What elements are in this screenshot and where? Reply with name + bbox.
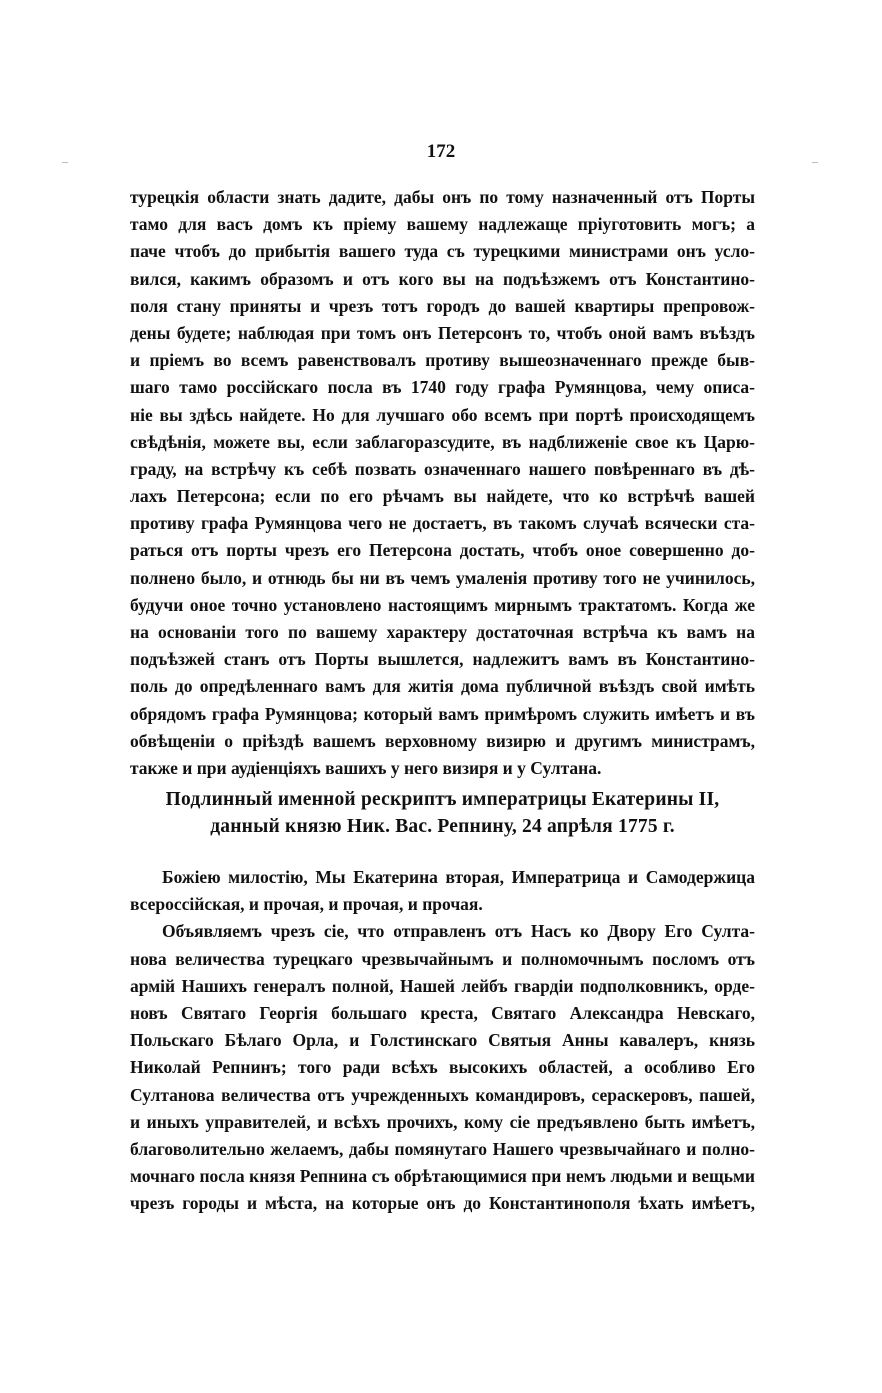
text-line: и пріемъ во всемъ равенствовалъ противу вышеозначеннаго прежде быв- bbox=[130, 350, 755, 371]
text-line: обрядомъ графа Румянцова; который вамъ примѣромъ служить имѣетъ и въ bbox=[130, 703, 755, 724]
text-line: поля стану приняты и чрезъ тотъ городъ до вашей квартиры препровож- bbox=[130, 295, 755, 316]
text-line: противу графа Румянцова чего не достаетъ, въ такомъ случаѣ всячески ста- bbox=[130, 513, 755, 534]
text-line: благоволительно желаемъ, дабы помянутаго Нашего чрезвычайнаго и полно- bbox=[130, 1138, 755, 1159]
text-line: нова величества турецкаго чрезвычайнымъ и полномочнымъ посломъ отъ bbox=[130, 948, 755, 969]
text-line: полнено было, и отнюдь бы ни въ чемъ умаленія противу того не учинилось, bbox=[130, 567, 755, 588]
text-line: тамо для васъ домъ къ пріему вашему надлежаще пріуготовить могъ; а bbox=[130, 214, 755, 235]
text-line: Объявляемъ чрезъ сіе, что отправленъ отъ Насъ ко Двору Его Султа- bbox=[162, 921, 755, 942]
heading-line-2: данный князю Ник. Вас. Репнину, 24 апрѣля 1775 г. bbox=[210, 816, 675, 837]
text-line: всероссійская, и прочая, и прочая, и прочая. bbox=[130, 894, 483, 915]
text-line: новъ Святаго Георгія большаго креста, Святаго Александра Невскаго, bbox=[130, 1002, 755, 1023]
text-line: армій Нашихъ генералъ полной, Нашей лейбъ гвардіи подполковникъ, орде- bbox=[130, 975, 755, 996]
text-line: на основаніи того по вашему характеру достаточная встрѣча къ вамъ на bbox=[130, 622, 755, 642]
text-line: обвѣщеніи о пріѣздѣ вашемъ верховному визирю и другимъ министрамъ, bbox=[130, 730, 755, 751]
text-line: вился, какимъ образомъ и отъ кого вы на подъѣзжемъ отъ Константино- bbox=[130, 268, 755, 289]
text-line: Султанова величества отъ учрежденныхъ командировъ, сераскеровъ, пашей, bbox=[130, 1084, 755, 1105]
text-line: лахъ Петерсона; если по его рѣчамъ вы найдете, что ко встрѣчѣ вашей bbox=[130, 486, 755, 507]
text-line: паче чтобъ до прибытія вашего туда съ турецкими министрами онъ усло- bbox=[130, 241, 755, 262]
text-line: будучи оное точно установлено настоящимъ мирнымъ трактатомъ. Когда же bbox=[130, 594, 755, 615]
text-line: чрезъ городы и мѣста, на которые онъ до Константинополя ѣхать имѣетъ, bbox=[130, 1193, 755, 1214]
text-line: шаго тамо россійскаго посла въ 1740 году графа Румянцова, чему описа- bbox=[130, 377, 755, 398]
text-line: турецкія области знать дадите, дабы онъ по тому назначенный отъ Порты bbox=[130, 187, 755, 207]
text-line: Польскаго Бѣлаго Орла, и Голстинскаго Святыя Анны кавалеръ, князь bbox=[130, 1030, 755, 1051]
text-line: ніе вы здѣсь найдете. Но для лучшаго обо всемъ при портѣ происходящемъ bbox=[130, 404, 755, 425]
text-line: и иныхъ управителей, и всѣхъ прочихъ, кому сіе предъявлено быть имѣетъ, bbox=[130, 1111, 755, 1132]
text-line: поль до опредѣленнаго вамъ для житія дома публичной въѣздъ свой имѣть bbox=[130, 676, 755, 697]
text-line: свѣдѣнія, можете вы, если заблагоразсудите, въ надближеніе свое къ Царю- bbox=[130, 431, 755, 452]
text-line: мочнаго посла князя Репнина съ обрѣтающимися при немъ людьми и вещьми bbox=[130, 1166, 755, 1187]
section-heading bbox=[120, 786, 765, 840]
page-number: 172 bbox=[426, 141, 456, 162]
heading-line-1: Подлинный именной рескриптъ императрицы Екатерины II, bbox=[165, 789, 720, 810]
body-paragraph-2 bbox=[130, 864, 755, 1217]
text-line: Божіею милостію, Мы Екатерина вторая, Императрица и Самодержица bbox=[162, 867, 755, 887]
text-line: дены будете; наблюдая при томъ онъ Петерсонъ то, чтобъ оной вамъ въѣздъ bbox=[130, 322, 755, 343]
text-line: подъѣзжей станъ отъ Порты вышлется, надлежитъ вамъ въ Константино- bbox=[130, 649, 755, 670]
text-line: граду, на встрѣчу къ себѣ позвать означеннаго нашего повѣреннаго въ дѣ- bbox=[130, 458, 755, 479]
text-line: Николай Репнинъ; того ради всѣхъ высокихъ областей, а особливо Его bbox=[130, 1057, 755, 1078]
body-paragraph-1 bbox=[130, 184, 755, 782]
text-line: раться отъ порты чрезъ его Петерсона достать, чтобъ оное совершенно до- bbox=[130, 540, 755, 561]
text-line: также и при аудіенціяхъ вашихъ у него визиря и у Султана. bbox=[130, 757, 602, 778]
